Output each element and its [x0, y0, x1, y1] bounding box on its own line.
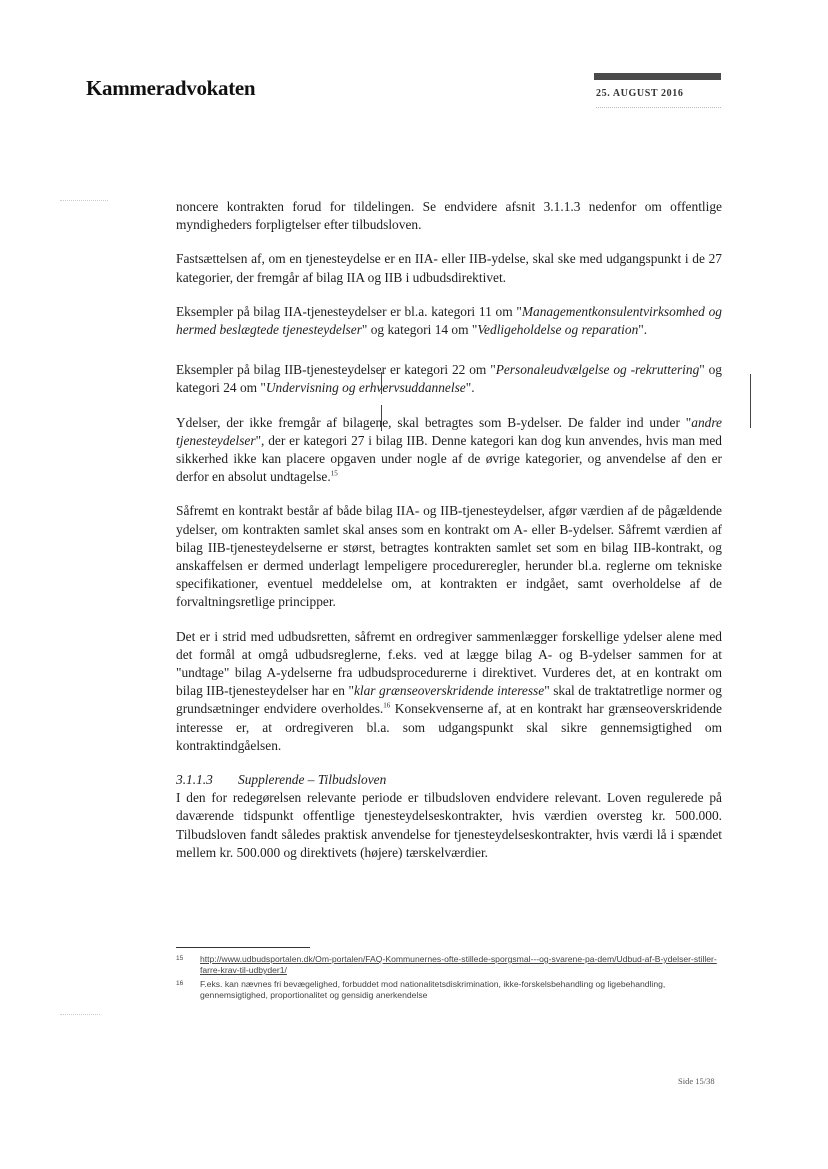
footnote-link[interactable]: http://www.udbudsportalen.dk/Om-portalen/FAQ-Kommunernes-ofte-stillede-sporgsmal---og-svarene-pa-dem/Udbud-af-B-ydelser-stiller-farre-krav-til-udbyder1/	[200, 954, 717, 975]
paragraph: Eksempler på bilag IIA-tjenesteydelser er bl.a. kategori 11 om "Managementkonsulentvirksomhed og hermed beslægtede tjenesteydelser" og kategori 14 om "Vedligeholdelse og reparation".	[176, 303, 722, 338]
paragraph: noncere kontrakten forud for tildelingen. Se endvidere afsnit 3.1.1.3 nedenfor om offentlige myndigheders forpligtelser efter tilbudsloven.	[176, 199, 722, 233]
paragraph: Det er i strid med udbudsretten, såfremt en ordregiver sammenlægger forskellige ydelser alene med det formål at omgå udbudsreglerne, f.eks. ved at lægge bilag A- og B-ydelser sammen for at "undtage" bilag A-ydelserne fra udbudsprocedurerne i direktivet. Vurderes det, at en kontrakt om bilag IIB-tjenesteydelser har en "klar grænseoverskridende interesse" skal de traktatretlige normer og grundsætninger endvidere overholdes.$^{16}$ Konsekvenserne af, at en kontrakt har grænseoverskridende interesse er, at ordregiveren bl.a. som udgangspunkt skal sikre gennemsigtighed om kontraktindgåelsen.	[176, 628, 722, 753]
section-heading: 3.1.1.3 Supplerende – Tilbudsloven	[176, 772, 387, 788]
page-number: Side 15/38	[678, 1076, 715, 1086]
change-bar	[750, 374, 751, 428]
margin-mark	[60, 200, 108, 201]
footnote: 15 http://www.udbudsportalen.dk/Om-portalen/FAQ-Kommunernes-ofte-stillede-sporgsmal---og-svarene-pa-dem/Udbud-af-B-ydelser-stiller-farre-krav-til-udbyder1/	[176, 954, 717, 975]
header-divider	[596, 107, 721, 108]
paragraph: Eksempler på bilag IIB-tjenesteydelser er kategori 22 om "Personaleudvælgelse og -rekruttering" og kategori 24 om "Undervisning og erhvervsuddannelse".	[176, 362, 722, 396]
document-body	[176, 198, 722, 878]
footnote-ref[interactable]: 16	[383, 702, 391, 710]
paragraph: Såfremt en kontrakt består af både bilag IIA- og IIB-tjenesteydelser, afgør værdien af de pågældende ydelser, om kontrakten samlet skal anses som en kontrakt om A- eller B-ydelser. Såfremt værdien af bilag IIB-tjenesteydelserne er størst, betragtes kontrakten samlet set som en bilag IIB-kontrakt, og anskaffelsen er dermed underlagt lempeligere procedureregler, herunder bl.a. reglerne om tekniske specifikationer, eventuel meddelelse om, at kontrakten er indgået, samt overholdelse af de forvaltningsretlige principper.	[176, 503, 722, 610]
header-bar	[594, 73, 721, 80]
footnote-ref[interactable]: 15	[330, 469, 338, 478]
paragraph: Fastsættelsen af, om en tjenesteydelse er en IIA- eller IIB-ydelse, skal ske med udgangspunkt i de 27 kategorier, der fremgår af bilag IIA og IIB i udbudsdirektivet.	[176, 251, 722, 285]
margin-mark	[60, 1014, 100, 1015]
logo: Kammeradvokaten	[86, 76, 256, 100]
paragraph: Ydelser, der ikke fremgår af bilagene, skal betragtes som B-ydelser. De falder ind under "andre tjenesteydelser", der er kategori 27 i bilag IIB. Denne kategori kan dog kun anvendes, hvis man med sikkerhed ikke kan placere opgaven under nogle af de øvrige kategorier, og anvendelse af den er derfor en absolut undtagelse.$^{15}$	[176, 414, 722, 485]
footnote: 16 F.eks. kan nævnes fri bevægelighed, forbuddet mod nationalitetsdiskrimination, ikke-forskelsbehandling og ligebehandling, gennemsigtighed, proportionalitet og gensidig anerkendelse	[176, 979, 666, 1000]
footnote-rule	[176, 947, 310, 948]
header-date: 25. AUGUST 2016	[596, 88, 684, 99]
footnotes	[176, 954, 722, 1004]
paragraph: I den for redegørelsen relevante periode er tilbudsloven endvidere relevant. Loven regulerede på daværende tidspunkt offentlige tjenesteydelseskontrakter, hvis værdien oversteg kr. 500.000. Tilbudsloven fandt således praktisk anvendelse for tjenesteydelseskontrakter, hvis værdi lå i spændet mellem kr. 500.000 og direktivets (højere) tærskelværdier.	[176, 790, 722, 860]
